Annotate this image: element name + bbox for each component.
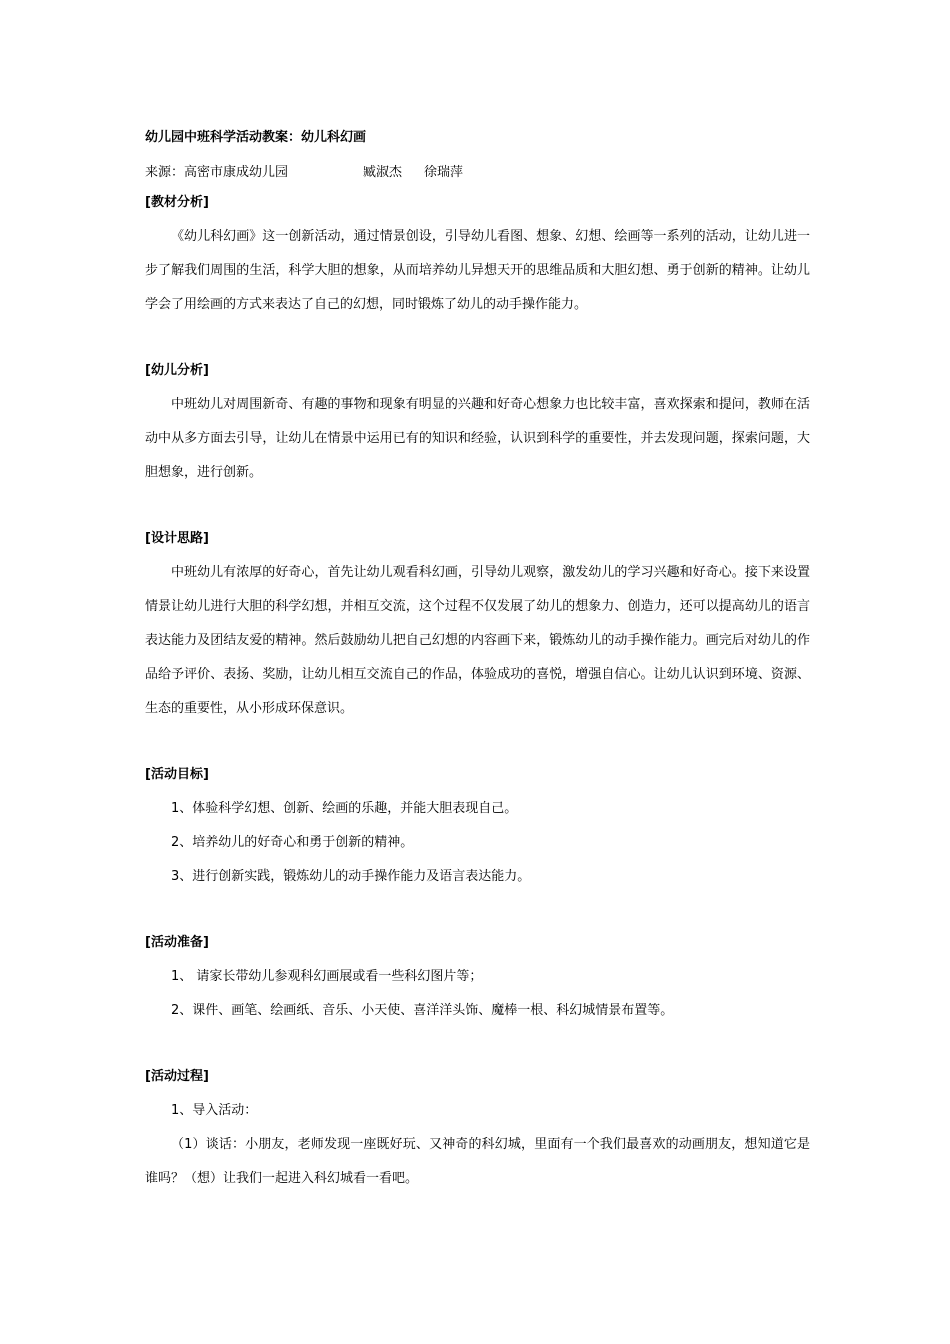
section-heading: [设计思路] xyxy=(145,531,209,546)
section-goals xyxy=(145,766,810,894)
section-heading: [幼儿分析] xyxy=(145,363,209,378)
section-prep xyxy=(145,934,810,1028)
section-heading: [活动目标] xyxy=(145,767,209,782)
source-line xyxy=(145,164,810,182)
section-heading: [活动准备] xyxy=(145,935,209,950)
section-process xyxy=(145,1068,810,1196)
author-2: 徐瑞萍 xyxy=(424,165,464,180)
list-item: 1、导入活动： xyxy=(171,1103,258,1118)
section-paragraph: 《幼儿科幻画》这一创新活动，通过情景创设，引导幼儿看图、想象、幻想、绘画等一系列的活动，让幼儿进一步了解我们周围的生活，科学大胆的想象，从而培养幼儿异想天开的思维品质和大胆幻想、勇于创新的精神。让幼儿学会了用绘画的方式来表达了自己的幻想，同时锻炼了幼儿的动手操作能力。 xyxy=(145,229,810,312)
section-design xyxy=(145,530,810,726)
list-item: 2、课件、画笔、绘画纸、音乐、小天使、喜洋洋头饰、魔棒一根、科幻城情景布置等。 xyxy=(171,1003,674,1018)
document-page xyxy=(145,130,810,1196)
section-heading: [活动过程] xyxy=(145,1069,209,1084)
list-item: 2、培养幼儿的好奇心和勇于创新的精神。 xyxy=(171,835,414,850)
list-item: 3、进行创新实践，锻炼幼儿的动手操作能力及语言表达能力。 xyxy=(171,869,531,884)
list-item: 1、 请家长带幼儿参观科幻画展或看一些科幻图片等； xyxy=(171,969,483,984)
list-item: 1、体验科学幻想、创新、绘画的乐趣，并能大胆表现自己。 xyxy=(171,801,518,816)
author-1: 臧淑杰 xyxy=(363,165,403,180)
section-children xyxy=(145,362,810,490)
source-label: 来源：高密市康成幼儿园 xyxy=(145,165,289,180)
section-paragraph: （1）谈话：小朋友，老师发现一座既好玩、又神奇的科幻城，里面有一个我们最喜欢的动画朋友，想知道它是谁吗？（想）让我们一起进入科幻城看一看吧。 xyxy=(145,1137,810,1186)
section-paragraph: 中班幼儿对周围新奇、有趣的事物和现象有明显的兴趣和好奇心想象力也比较丰富，喜欢探索和提问，教师在活动中从多方面去引导，让幼儿在情景中运用已有的知识和经验，认识到科学的重要性，并去发现问题，探索问题，大胆想象，进行创新。 xyxy=(145,397,810,480)
section-paragraph: 中班幼儿有浓厚的好奇心，首先让幼儿观看科幻画，引导幼儿观察，激发幼儿的学习兴趣和好奇心。接下来设置情景让幼儿进行大胆的科学幻想，并相互交流，这个过程不仅发展了幼儿的想象力、创造力，还可以提高幼儿的语言表达能力及团结友爱的精神。然后鼓励幼儿把自己幻想的内容画下来，锻炼幼儿的动手操作能力。画完后对幼儿的作品给予评价、表扬、奖励，让幼儿相互交流自己的作品，体验成功的喜悦，增强自信心。让幼儿认识到环境、资源、生态的重要性，从小形成环保意识。 xyxy=(145,565,810,716)
section-heading: [教材分析] xyxy=(145,195,209,210)
section-material xyxy=(145,194,810,322)
document-title: 幼儿园中班科学活动教案：幼儿科幻画 xyxy=(145,130,367,145)
